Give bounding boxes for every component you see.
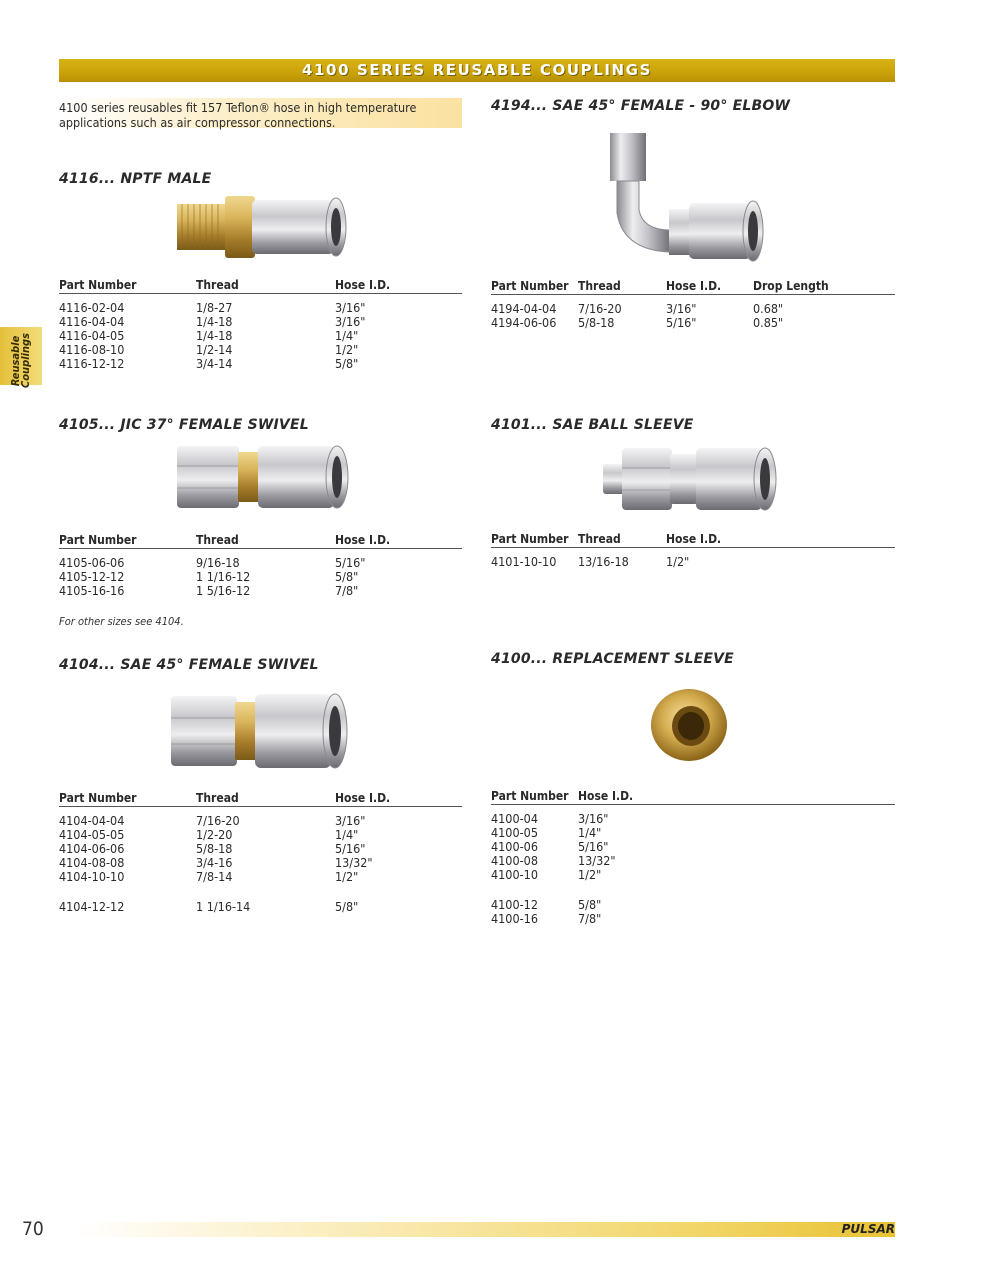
thread: 1/8-27: [196, 300, 233, 315]
col-header-hose-id: Hose I.D.: [335, 278, 391, 292]
part-number: 4194-06-06: [491, 315, 557, 330]
hose-id: 3/16": [335, 300, 366, 315]
col-header-thread: Thread: [578, 279, 621, 293]
thread: 1 5/16-12: [196, 583, 251, 598]
col-header-part-number: Part Number: [59, 533, 137, 547]
col-header-part-number: Part Number: [59, 791, 137, 805]
col-header-hose-id: Hose I.D.: [335, 533, 391, 547]
col-header-part-number: Part Number: [491, 789, 569, 803]
hose-id: 5/16": [666, 315, 697, 330]
part-number: 4194-04-04: [491, 301, 557, 316]
part-number: 4105-12-12: [59, 569, 125, 584]
part-number: 4100-05: [491, 825, 538, 840]
part-number: 4100-04: [491, 811, 538, 826]
hose-id: 5/8": [335, 356, 359, 371]
col-header-thread: Thread: [196, 791, 239, 805]
col-header-part-number: Part Number: [491, 532, 569, 546]
drop-length: 0.68": [753, 301, 784, 316]
hose-id: 1/2": [335, 342, 359, 357]
table-rule: [59, 806, 462, 807]
sae-swivel-fitting-image: [165, 684, 355, 778]
hose-id: 1/2": [335, 869, 359, 884]
part-number: 4100-10: [491, 867, 538, 882]
section-title-4101: 4101... SAE BALL SLEEVE: [491, 417, 694, 433]
intro-line-1: 4100 series reusables fit 157 Teflon® hose in high temperature: [59, 100, 417, 115]
hose-id: 1/4": [335, 328, 359, 343]
ball-sleeve-fitting-image: [598, 440, 783, 518]
table-rule: [491, 804, 895, 805]
thread: 5/8-18: [578, 315, 615, 330]
thread: 13/16-18: [578, 554, 629, 569]
part-number: 4104-10-10: [59, 869, 125, 884]
part-number: 4104-08-08: [59, 855, 125, 870]
side-tab-label: [11, 334, 31, 388]
hose-id: 13/32": [578, 853, 616, 868]
part-number: 4104-05-05: [59, 827, 125, 842]
footer-bar: [75, 1222, 895, 1237]
hose-id: 3/16": [335, 813, 366, 828]
hose-id: 5/8": [335, 569, 359, 584]
nptf-male-fitting-image: [172, 190, 352, 266]
hose-id: 7/8": [578, 911, 602, 926]
thread: 5/8-18: [196, 841, 233, 856]
hose-id: 13/32": [335, 855, 373, 870]
thread: 1 1/16-14: [196, 899, 251, 914]
hose-id: 5/16": [578, 839, 609, 854]
jic-swivel-fitting-image: [172, 436, 357, 518]
col-header-drop-length: Drop Length: [753, 279, 829, 293]
hose-id: 5/16": [335, 555, 366, 570]
elbow-fitting-image: [595, 125, 775, 270]
thread: 1/4-18: [196, 328, 233, 343]
table-rule: [59, 293, 462, 294]
table-rule: [59, 548, 462, 549]
col-header-part-number: Part Number: [59, 278, 137, 292]
table-rule: [491, 547, 895, 548]
part-number: 4104-12-12: [59, 899, 125, 914]
thread: 7/16-20: [578, 301, 622, 316]
col-header-hose-id: Hose I.D.: [335, 791, 391, 805]
section-title-4116: 4116... NPTF MALE: [59, 171, 212, 187]
col-header-hose-id: Hose I.D.: [578, 789, 634, 803]
intro-highlight: [57, 98, 462, 128]
part-number: 4104-06-06: [59, 841, 125, 856]
hose-id: 5/16": [335, 841, 366, 856]
part-number: 4116-08-10: [59, 342, 125, 357]
thread: 7/8-14: [196, 869, 233, 884]
col-header-part-number: Part Number: [491, 279, 569, 293]
brand-logo: PULSAR: [841, 1222, 895, 1236]
col-header-hose-id: Hose I.D.: [666, 532, 722, 546]
section-title-4194: 4194... SAE 45° FEMALE - 90° ELBOW: [491, 98, 791, 114]
thread: 1/2-14: [196, 342, 233, 357]
intro-text: [59, 100, 464, 130]
hose-id: 5/8": [578, 897, 602, 912]
hose-id: 1/2": [578, 867, 602, 882]
section-note: For other sizes see 4104.: [59, 615, 184, 628]
part-number: 4104-04-04: [59, 813, 125, 828]
thread: 1/2-20: [196, 827, 233, 842]
part-number: 4100-06: [491, 839, 538, 854]
drop-length: 0.85": [753, 315, 784, 330]
thread: 1 1/16-12: [196, 569, 251, 584]
side-tab-line-2: Couplings: [19, 333, 32, 388]
hose-id: 1/4": [578, 825, 602, 840]
hose-id: 3/16": [335, 314, 366, 329]
replacement-sleeve-image: [645, 685, 735, 765]
col-header-thread: Thread: [196, 533, 239, 547]
thread: 1/4-18: [196, 314, 233, 329]
col-header-hose-id: Hose I.D.: [666, 279, 722, 293]
part-number: 4100-16: [491, 911, 538, 926]
hose-id: 1/2": [666, 554, 690, 569]
side-tab-line-1: Reusable: [9, 335, 22, 387]
part-number: 4116-02-04: [59, 300, 125, 315]
intro-line-2: applications such as air compressor connections.: [59, 115, 336, 130]
section-title-4105: 4105... JIC 37° FEMALE SWIVEL: [59, 417, 309, 433]
hose-id: 7/8": [335, 583, 359, 598]
thread: 9/16-18: [196, 555, 240, 570]
section-title-4104: 4104... SAE 45° FEMALE SWIVEL: [59, 657, 319, 673]
side-tab: [0, 327, 42, 388]
part-number: 4116-04-04: [59, 314, 125, 329]
section-title-4100: 4100... REPLACEMENT SLEEVE: [491, 651, 734, 667]
part-number: 4101-10-10: [491, 554, 557, 569]
hose-id: 3/16": [666, 301, 697, 316]
thread: 3/4-16: [196, 855, 233, 870]
page-number: 70: [22, 1218, 44, 1240]
part-number: 4100-08: [491, 853, 538, 868]
table-rule: [491, 294, 895, 295]
part-number: 4105-16-16: [59, 583, 125, 598]
hose-id: 1/4": [335, 827, 359, 842]
part-number: 4105-06-06: [59, 555, 125, 570]
col-header-thread: Thread: [578, 532, 621, 546]
thread: 3/4-14: [196, 356, 233, 371]
hose-id: 5/8": [335, 899, 359, 914]
part-number: 4100-12: [491, 897, 538, 912]
banner-title: 4100 SERIES REUSABLE COUPLINGS: [301, 61, 652, 79]
part-number: 4116-04-05: [59, 328, 125, 343]
col-header-thread: Thread: [196, 278, 239, 292]
section-banner: [59, 59, 895, 82]
part-number: 4116-12-12: [59, 356, 125, 371]
thread: 7/16-20: [196, 813, 240, 828]
hose-id: 3/16": [578, 811, 609, 826]
